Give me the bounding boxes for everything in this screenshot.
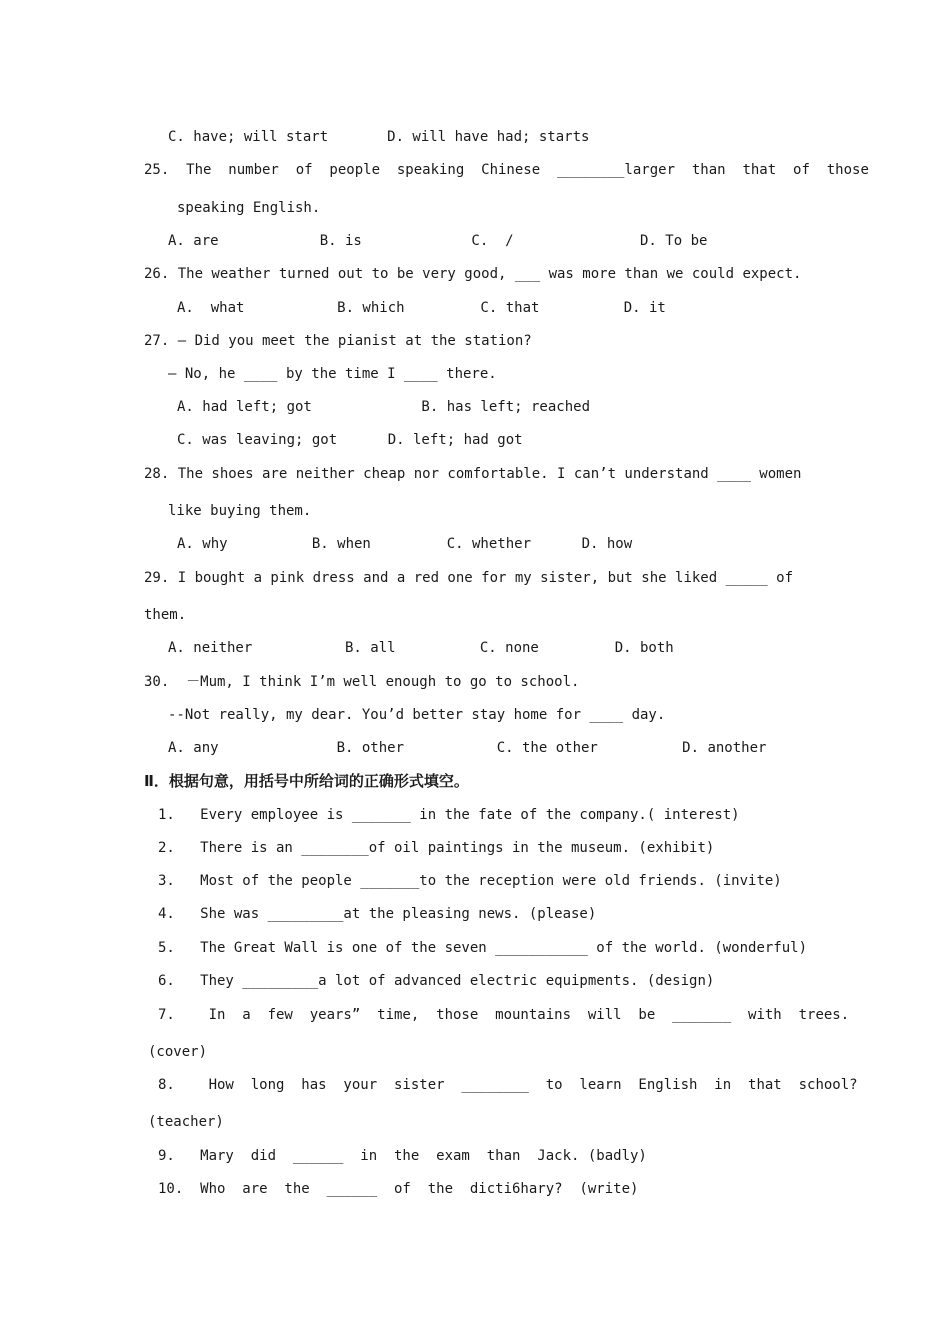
- q30-reply: --Not really, my dear. You’d better stay home for ____ day.: [168, 707, 666, 723]
- q28-question-cont: like buying them.: [168, 503, 312, 519]
- q27-options-cd: C. was leaving; got D. left; had got: [177, 432, 523, 448]
- q24-options-cd: C. have; will start D. will have had; starts: [168, 129, 590, 145]
- q30-question: 30. －Mum, I think I’m well enough to go to school.: [144, 674, 580, 690]
- q30-options: A. any B. other C. the other D. another: [168, 740, 767, 756]
- q25-question-cont: speaking English.: [177, 200, 321, 216]
- fill-item-6: 6. They _________a lot of advanced electric equipments. (design): [158, 973, 715, 989]
- fill-item-5: 5. The Great Wall is one of the seven ___________ of the world. (wonderful): [158, 940, 808, 956]
- fill-item-8: 8. How long has your sister ________ to learn English in that school?: [158, 1077, 858, 1093]
- q27-reply: — No, he ____ by the time I ____ there.: [168, 366, 497, 382]
- q29-question-cont: them.: [144, 607, 187, 623]
- fill-item-2: 2. There is an ________of oil paintings in the museum. (exhibit): [158, 840, 715, 856]
- q25-options: A. are B. is C. / D. To be: [168, 233, 708, 249]
- fill-item-7-cont: (cover): [148, 1044, 208, 1060]
- section-heading: Ⅱ．根据句意，用括号中所给词的正确形式填空。: [144, 772, 469, 790]
- fill-item-1: 1. Every employee is _______ in the fate of the company.( interest): [158, 807, 740, 823]
- fill-item-9: 9. Mary did ______ in the exam than Jack. (badly): [158, 1148, 647, 1164]
- fill-item-3: 3. Most of the people _______to the reception were old friends. (invite): [158, 873, 782, 889]
- fill-item-10: 10. Who are the ______ of the dicti6hary? (write): [158, 1181, 639, 1197]
- q26-question: 26. The weather turned out to be very good, ___ was more than we could expect.: [144, 266, 802, 282]
- q27-options-ab: A. had left; got B. has left; reached: [177, 399, 591, 415]
- fill-item-8-cont: (teacher): [148, 1114, 224, 1130]
- q25-question: 25. The number of people speaking Chinese ________larger than that of those: [144, 162, 869, 178]
- fill-item-4: 4. She was _________at the pleasing news. (please): [158, 906, 597, 922]
- fill-item-7: 7. In a few years” time, those mountains will be _______ with trees.: [158, 1007, 850, 1023]
- q26-options: A. what B. which C. that D. it: [177, 300, 666, 316]
- q27-question: 27. — Did you meet the pianist at the station?: [144, 333, 532, 349]
- q28-question: 28. The shoes are neither cheap nor comfortable. I can’t understand ____ women: [144, 466, 802, 482]
- q29-options: A. neither B. all C. none D. both: [168, 640, 674, 656]
- q29-question: 29. I bought a pink dress and a red one for my sister, but she liked _____ of: [144, 570, 794, 586]
- q28-options: A. why B. when C. whether D. how: [177, 536, 633, 552]
